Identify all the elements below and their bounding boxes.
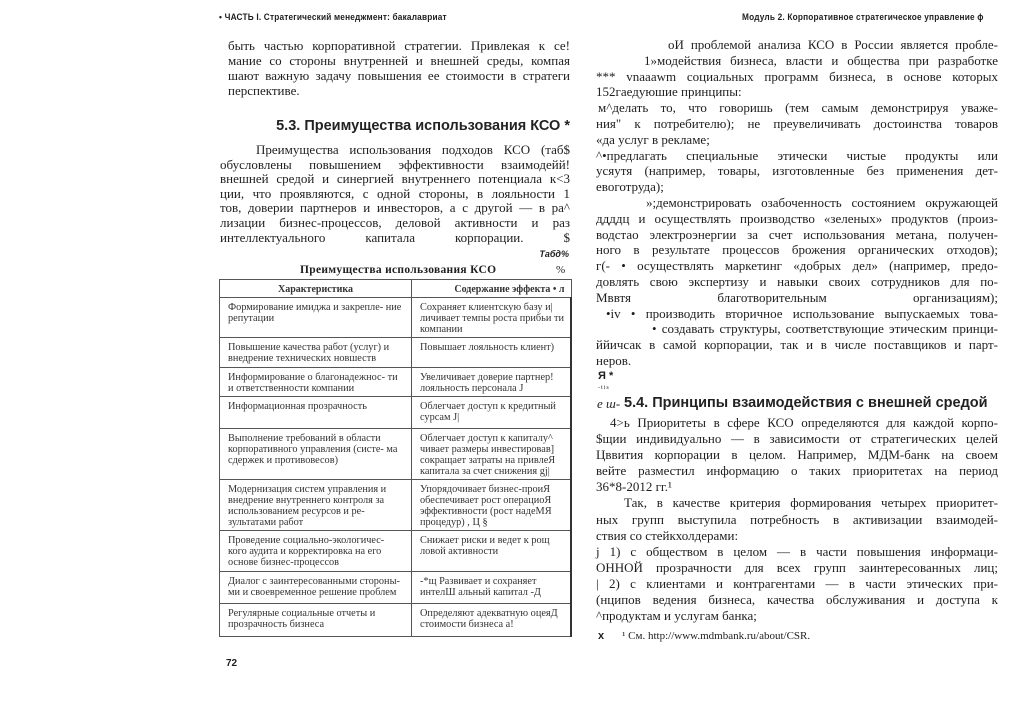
effect-cell: Увеличивает доверие партнер! лояльность персонала J <box>412 368 572 397</box>
text-line: обусловлены повышением эффективности взаимодейй! <box>220 156 570 172</box>
text-line: Мввтя благотворительным организациям); <box>596 289 998 305</box>
text-line: ного в результате процессов брожения органических отходов); <box>596 242 998 258</box>
stray-mark: Я * <box>598 370 614 382</box>
text-line: Преимущества использования подходов КСО (таб$ <box>256 142 570 157</box>
table-row <box>220 338 572 368</box>
right-paragraph-2 <box>596 415 998 624</box>
text-line: j 1) с обществом в целом — в части повышения информаци- <box>596 543 998 559</box>
characteristic-cell: Информационная прозрачность <box>220 397 412 429</box>
characteristic-cell: Проведение социально-экологичес- кого аудита и корректировка на его основе бизнес-процессов <box>220 531 412 572</box>
text-line: оИ проблемой анализа КСО в России является пробле- <box>668 37 998 52</box>
text-line: водстао электроэнергии за счет использования метана, получен- <box>596 226 998 242</box>
text-line: ния" к потребителю); не преувеличивать достоинства товаров <box>596 115 998 131</box>
table-title-mark: % <box>556 264 566 276</box>
table-row <box>220 572 572 604</box>
effect-cell: Определяют адекватную оцеяД стоимости бизнеса а! <box>412 604 572 637</box>
text-line: шают важную задачу повышения ее стоимости в стратеги <box>228 68 570 83</box>
column-header: Содержание эффекта • л <box>412 280 572 298</box>
text-line: м^делать то, что говоришь (тем самым демонстрируя уваже- <box>598 100 998 116</box>
text-line: ОННОЙ прозрачности для всех групп заинтересованных лиц; <box>596 559 998 575</box>
left-paragraph-1 <box>228 38 570 98</box>
text-line: усяутя (например, товары, изготовленные без применения дет- <box>596 163 998 179</box>
text-line: «да услуг в рекламе; <box>596 131 710 147</box>
text-line: ^•предлагать специальные этически чистые продукты или <box>596 147 998 163</box>
text-line: ^продуктам и услугам банка; <box>596 608 757 624</box>
text-line: Цввития корпорации в целом. Например, МДМ-банк на своем <box>596 447 998 463</box>
running-header-left: • ЧАСТЬ I. Стратегический менеджмент: бакалавриат <box>219 12 447 22</box>
text-line: быть частью корпоративной стратегии. Привлекая к се! <box>228 38 570 53</box>
table-label: Табд% <box>539 249 569 259</box>
left-paragraph-2 <box>220 143 570 245</box>
text-line: ййичсак в самой корпорации, так и в числе поставщиков и парт- <box>596 337 998 353</box>
text-line: (нципов ведения бизнеса, качества обслуживания и доступа к <box>596 592 998 608</box>
text-line: довлять свою экспертизу и навыки своих сотрудников для по- <box>596 273 998 289</box>
text-line: неров. <box>596 352 632 368</box>
table-row <box>220 480 572 531</box>
text-line: *** vnaaawm социальных программ бизнеса, в основе которых <box>596 68 998 84</box>
footnote-mark: x <box>598 630 605 642</box>
characteristic-cell: Диалог с заинтересованными стороны- ми и своевременное решение проблем <box>220 572 412 604</box>
section-heading-5-3: 5.3. Преимущества использования КСО * <box>276 118 570 134</box>
table-row <box>220 531 572 572</box>
table-title: Преимущества использования КСО <box>300 264 497 276</box>
footnote <box>598 630 810 643</box>
column-header: Характеристика <box>220 280 412 298</box>
text-line: 152гаедуюшие принципы: <box>596 84 742 100</box>
text-line: »;демонстрировать озабоченность состоянием окружающей <box>646 194 998 210</box>
table-row <box>220 429 572 480</box>
characteristic-cell: Повышение качества работ (услуг) и внедрение технических новшеств <box>220 338 412 368</box>
table-row <box>220 298 572 338</box>
effect-cell: Облегчает доступ к капиталу^ чивает размеры инвестировав] сокращает затраты на привлеЯ капитала за счет снижения gj| <box>412 429 572 480</box>
text-line: г(- • осуществлять маркетинг «добрых дел» (например, предо- <box>596 258 998 274</box>
csr-advantages-table <box>219 279 572 637</box>
text-line: •iv • производить вторичное использование выпускаемых това- <box>606 305 998 321</box>
effect-cell: -*щ Развивает и сохраняет интелШ альный капитал -Д <box>412 572 572 604</box>
characteristic-cell: Регулярные социальные отчеты и прозрачность бизнеса <box>220 604 412 637</box>
effect-cell: Упорядочивает бизнес-проиЯ обеспечивает рост операциоЯ эффективности (рост надеМЯ процедур) , Ц § <box>412 480 572 531</box>
text-line: ствия со стейкхолдерами: <box>596 527 739 543</box>
text-line: ции, что проявляются, с одной стороны, в лояльности 1 <box>220 185 570 201</box>
effect-cell: Повышает лояльность клиент) <box>412 338 572 368</box>
text-line: $щии индивидуально — в зависимости от стратегических целей <box>596 431 998 447</box>
text-line: 4>ь Приоритеты в сфере КСО определяются для каждой корпо- <box>610 415 998 430</box>
characteristic-cell: Модернизация систем управления и внедрение внутреннего контроля за использованием ресурсов и ре- зультатами работ <box>220 480 412 531</box>
footnote-text: ¹ См. http://www.mdmbank.ru/about/CSR. <box>622 630 811 642</box>
section-prefix: е ш- <box>597 396 621 411</box>
right-paragraph-1 <box>596 37 998 369</box>
text-line: мание со стороны внутренней и внешней среды, компая <box>228 53 570 68</box>
effect-cell: Облегчает доступ к кредитный сурсам J| <box>412 397 572 429</box>
text-line: Так, в качестве критерия формирования четырех приоритет- <box>624 495 998 511</box>
text-line: | 2) с клиентами и контрагентами — в части этических при- <box>596 575 998 591</box>
text-line: интеллектуального капитала корпорации. $ <box>220 229 570 245</box>
text-line: евоготруда); <box>596 179 664 195</box>
characteristic-cell: Выполнение требований в области корпоративного управления (систе- ма сдержек и противовесов) <box>220 429 412 480</box>
effect-cell: Сохраняет клиентскую базу и| личивает темпы роста прибьи ти компании <box>412 298 572 338</box>
stray-mark: -tis <box>598 385 610 391</box>
text-line: внешней средой и синергией внутреннего потенциала к<3 <box>220 171 570 187</box>
characteristic-cell: Формирование имиджа и закрепле- ние репутации <box>220 298 412 338</box>
text-line: ддддц и осуществлять производство «зеленых» продуктов (произ- <box>596 210 998 226</box>
text-line: перспективе. <box>228 83 300 98</box>
table-row <box>220 397 572 429</box>
running-header-right: Модуль 2. Корпоративное стратегическое управление ϕ <box>742 12 984 22</box>
characteristic-cell: Информирование о благонадежнос- ти и ответственности компании <box>220 368 412 397</box>
text-line: • создавать структуры, соответствующие этическим принци- <box>652 321 998 337</box>
table-header-row <box>220 280 572 298</box>
text-line: ных групп выступила потребность в активизации взаимодей- <box>596 511 998 527</box>
text-line: 36*8-2012 гг.¹ <box>596 479 672 495</box>
table-row <box>220 368 572 397</box>
effect-cell: Снижает риски и ведет к рощ ловой активности <box>412 531 572 572</box>
page-number: 72 <box>226 658 238 669</box>
text-line: 1»модействия бизнеса, власти и общества при разработке <box>644 52 998 68</box>
table-row <box>220 604 572 637</box>
section-heading-5-4: 5.4. Принципы взаимодействия с внешней средой <box>624 395 988 411</box>
text-line: лизации бизнес-процессов, деловой активности и раз <box>220 214 570 230</box>
text-line: вейте разместил информацию о таких приоритетах на период <box>596 463 998 479</box>
text-line: тов, доверии партнеров и инвесторов, а с другой — в ра^ <box>220 200 570 216</box>
